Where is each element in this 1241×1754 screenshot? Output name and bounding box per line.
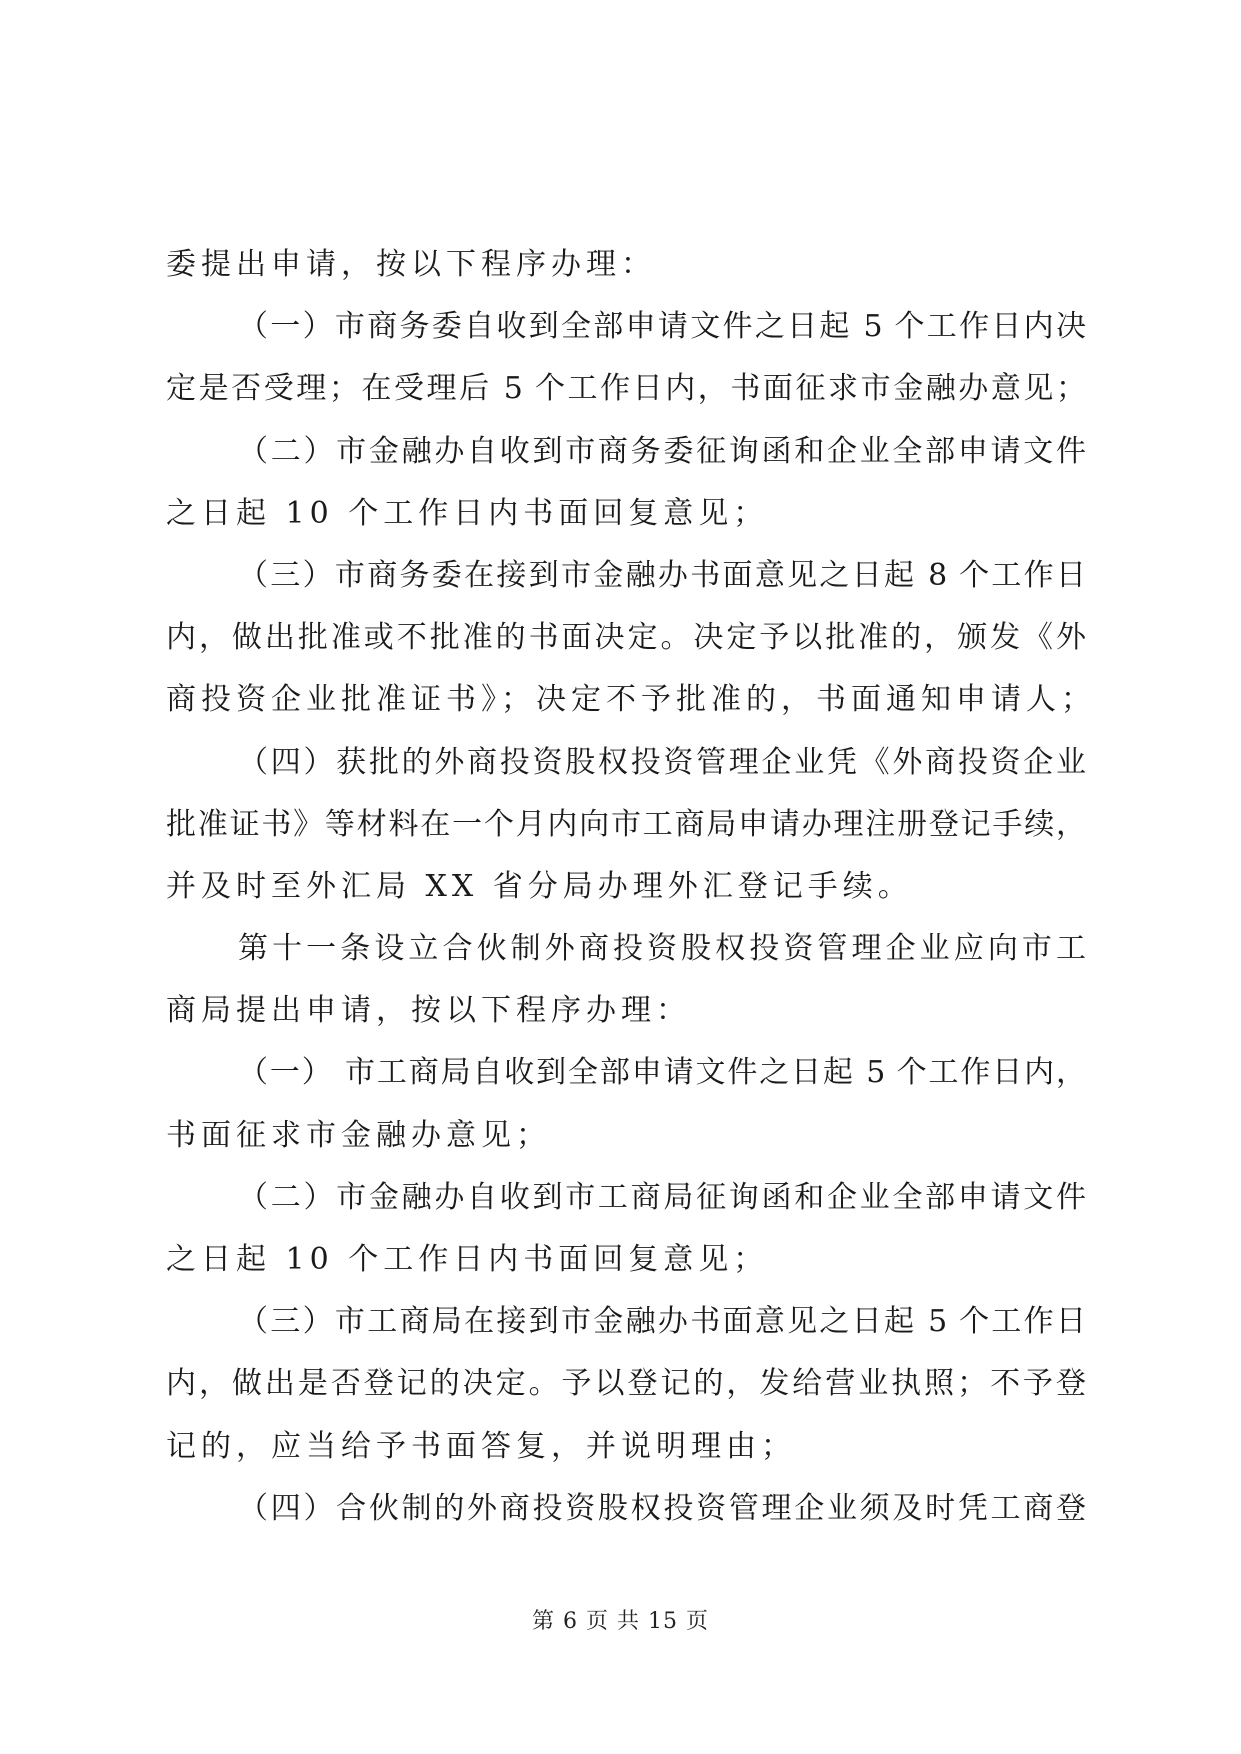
- text-line: 并及时至外汇局 XX 省分局办理外汇登记手续。: [166, 868, 913, 904]
- text-line: （一） 市工商局自收到全部申请文件之日起 5 个工作日内，: [238, 1055, 1086, 1091]
- text-line: 定是否受理；在受理后 5 个工作日内，书面征求市金融办意见；: [166, 371, 1086, 407]
- text-line: 内，做出是否登记的决定。予以登记的，发给营业执照；不予登: [166, 1366, 1086, 1402]
- text-line: （二）市金融办自收到市工商局征询函和企业全部申请文件: [238, 1179, 1086, 1215]
- text-line: 之日起 10 个工作日内书面回复意见；: [166, 1242, 769, 1277]
- document-body: [166, 234, 1096, 1540]
- text-line: 委提出申请，按以下程序办理：: [166, 247, 656, 282]
- text-line: （三）市商务委在接到市金融办书面意见之日起 8 个工作日: [238, 557, 1086, 593]
- text-line: 书面征求市金融办意见；: [166, 1117, 551, 1153]
- page-number-footer: 第 6 页 共 15 页: [532, 1609, 709, 1634]
- text-line: 第十一条设立合伙制外商投资股权投资管理企业应向市工: [238, 931, 1086, 967]
- text-line: （二）市金融办自收到市商务委征询函和企业全部申请文件: [238, 433, 1086, 469]
- text-line: （一）市商务委自收到全部申请文件之日起 5 个工作日内决: [238, 309, 1086, 345]
- text-line: 批准证书》等材料在一个月内向市工商局申请办理注册登记手续，: [166, 806, 1086, 842]
- text-line: （四）合伙制的外商投资股权投资管理企业须及时凭工商登: [238, 1490, 1086, 1526]
- text-line: 商投资企业批准证书》；决定不予批准的，书面通知申请人；: [166, 682, 1096, 718]
- text-line: （三）市工商局在接到市金融办书面意见之日起 5 个工作日: [238, 1304, 1086, 1340]
- text-line: 之日起 10 个工作日内书面回复意见；: [166, 495, 769, 531]
- text-line: 内，做出批准或不批准的书面决定。决定予以批准的，颁发《外: [166, 620, 1086, 656]
- text-line: 商局提出申请，按以下程序办理：: [166, 993, 691, 1029]
- text-line: 记的，应当给予书面答复，并说明理由；: [166, 1428, 796, 1464]
- text-line: （四）获批的外商投资股权投资管理企业凭《外商投资企业: [238, 744, 1086, 780]
